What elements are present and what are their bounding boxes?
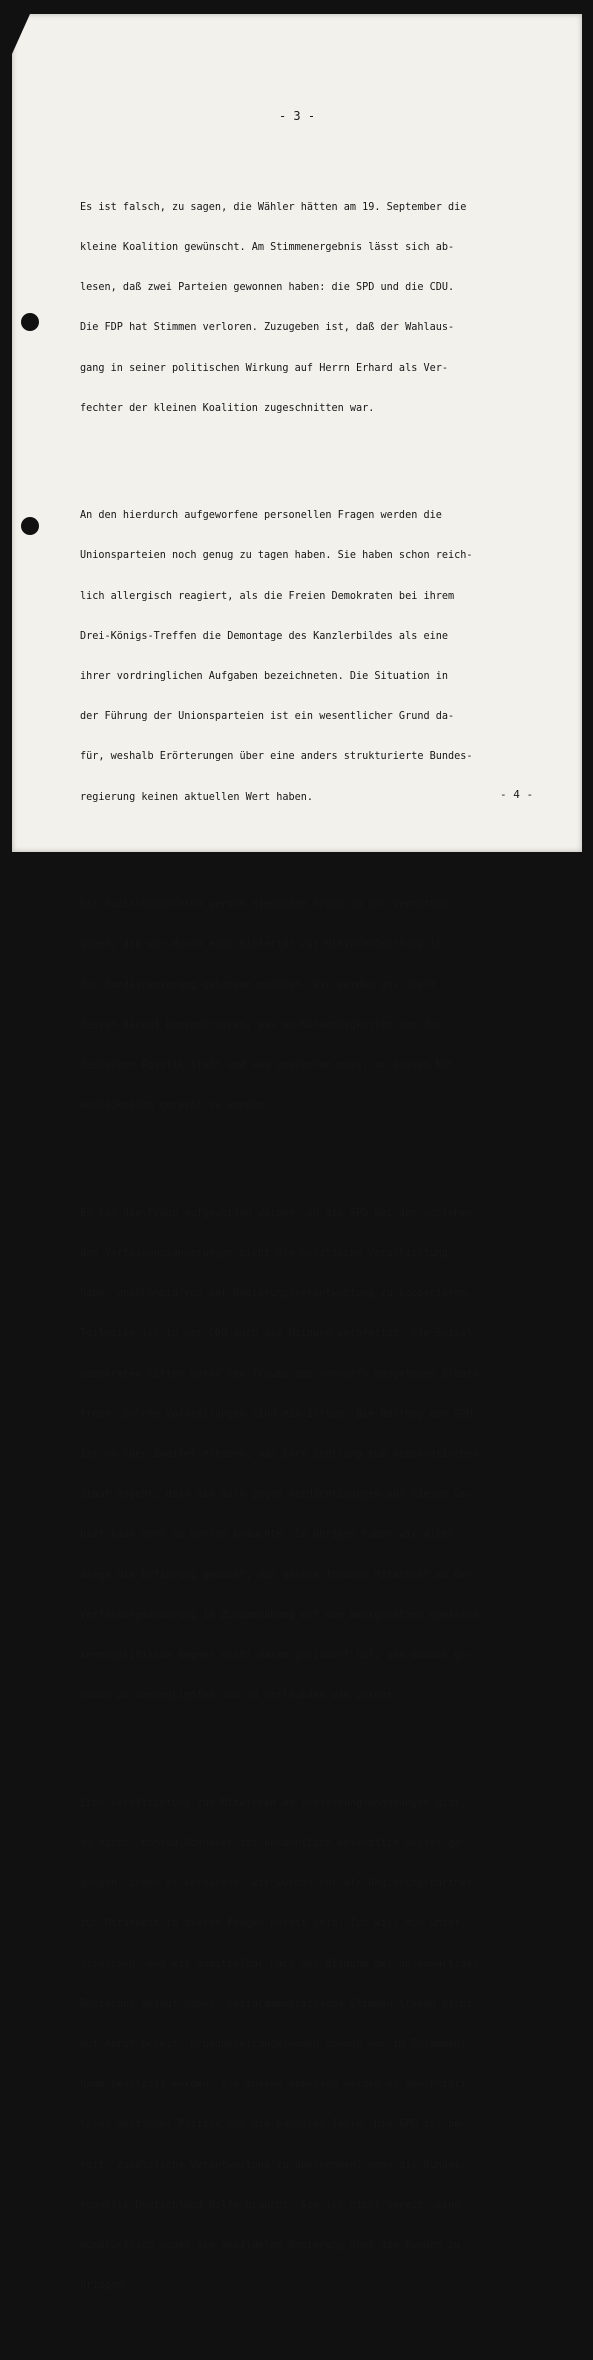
text-line: ausdrücklich gegen sie gebildeten Regierung über die Runden zu <box>80 2240 461 2252</box>
text-line: Es ist falsch, zu sagen, die Wähler hätten am 19. September die <box>80 201 467 213</box>
text-line: lesen, daß zwei Parteien gewonnen haben: die SPD und die CDU. <box>80 282 455 294</box>
text-line: regierung keinen aktuellen Wert haben. <box>80 791 314 803</box>
punch-hole <box>21 517 39 535</box>
text-line: republik Deutschland Hilfe braucht. Sie ist nicht bereit, eine <box>80 2199 461 2211</box>
text-line: ihrer vordringlichen Aufgaben bezeichneten. Die Situation in <box>80 671 449 683</box>
text-line: habe, unabhängig von der Regierungsverantwortung zu kooperieren. <box>80 1288 473 1300</box>
folded-corner <box>12 14 30 54</box>
text-line: bringen. <box>80 2280 130 2292</box>
text-line: Verfassungsänderung im Zusammenhang mit den Wehrgesetzen gewissen <box>80 1609 479 1621</box>
text-line: innenpolitische Gegner nicht daran gehindert hat, uns danach ge- <box>80 1650 473 1662</box>
text-line: dessen darauf konzentrieren, was an Notwendigkeiten vor der <box>80 1019 442 1031</box>
text-line: dings die Erfahrung gemacht, daß unsere frühere Mitarbeit an der <box>80 1569 473 1581</box>
text-line: An den hierdurch aufgeworfene personellen Fragen werden die <box>80 510 442 522</box>
text-line: deutschen Politik steht und was geschehen muss, um diesen Not- <box>80 1060 461 1071</box>
text-line: Drei-Königs-Treffen die Demontage des Kanzlerbildes als eine <box>80 630 449 642</box>
text-line: biet kaum mehr zu wehren brauchte. Im übrigen haben wir aller- <box>80 1529 461 1541</box>
text-line: zur Mitarbeit in diesen Fragen bereit sein. Ich will nur unter- <box>80 1918 467 1930</box>
text-line: der Bundesregierung gelangen möchten. Wir werden uns statt <box>80 979 436 991</box>
paragraph-2 <box>80 482 552 831</box>
text-line: der Führung der Unionsparteien ist ein wesentlicher Grund da- <box>80 711 455 723</box>
text-line: streichen, was wir unmittelbar nach der Bildung der gegenwärtigen <box>80 1958 479 1970</box>
text-line: nauso zu verunglimpfen und zu verleumden wie vorher. <box>80 1690 399 1702</box>
text-line: Eine Verpflichtung zum Mitwirken an Verfassungsänderungen gibt <box>80 1797 461 1809</box>
paragraph-4 <box>80 1180 552 1730</box>
paragraph-3 <box>80 871 552 1139</box>
paragraph-1 <box>80 174 552 442</box>
text-line: treue. Solche Vorstellungen sind ein Irrtum. Die Haltung der SPD <box>80 1408 473 1420</box>
text-line: lich allergisch reagiert, als die Freien Demokraten bei ihrem <box>80 590 455 602</box>
text-line: täten deutscher Politik für die nächsten Jahre. Die SPD ist be- <box>80 2119 467 2131</box>
text-line: für, weshalb Erörterungen über eine anders strukturierte Bundes- <box>80 751 473 763</box>
text-line: es nicht. Konrad Adenauer ist bekanntlich wesentlich weiter ge- <box>80 1837 467 1849</box>
document-page <box>12 14 582 2292</box>
text-line: reit, zusätzliche Verantwortung zu übernehmen, wenn die Bundes- <box>80 2159 467 2171</box>
page-number: - 3 - <box>278 109 316 123</box>
text-line: fechter der kleinen Koalition zugeschnitten war. <box>80 402 375 414</box>
next-page-marker: - 4 - <box>500 788 534 801</box>
paragraph-5 <box>80 1770 552 2320</box>
punch-hole <box>21 313 39 331</box>
text-line: gang in seiner politischen Wirkung auf Herrn Erhard als Ver- <box>80 362 449 374</box>
text-line: den Verfassungsänderungen nicht die politische Verpflichtung <box>80 1247 449 1259</box>
text-line: Wir Sozialdemokraten werden niemanden Grund zu der Vermutung <box>80 899 449 911</box>
text-line: hang beurteilt werden. Sie müssen gemessen werden an den Priori- <box>80 2079 473 2091</box>
text-line: kleine Koalition gewünscht. Am Stimmenergebnis lässt sich ab- <box>80 241 455 253</box>
text-line: demokraten litten unter dem Trauma des Vorwurfs mangelnder Staats- <box>80 1368 485 1380</box>
text-line: Teilweise ist in der CDU auch die Meinung verbreitet, die Sozial- <box>80 1328 479 1340</box>
body-text <box>80 147 552 2360</box>
text-line: Es ist die Frage aufgeworfen worden, ob die SPD bei den anstehen- <box>80 1207 479 1219</box>
text-line: gangen, indem er vermutete, wir würden nur als Regierungspartner <box>80 1878 473 1890</box>
text-line: ist so über Zweifel erhaben, was ihre Stellung zum demokratischen <box>80 1448 479 1460</box>
text-line: auf Abruf bereit. Grundgesetzänderungen können nur im Zusammen- <box>80 2039 467 2051</box>
text-line: Regierung gesagt haben: Sozialdemokratische Stimmen stehen nicht <box>80 1998 473 2010</box>
text-line: wendigkeiten gerecht zu werden. <box>80 1100 271 1112</box>
text-line: geben, daß wir durch eine Hintertür zur Mitverantwortung in <box>80 939 442 951</box>
text-line: Staat angeht, dass sie sich gegen Verdächtigungen auf diesem Ge- <box>80 1489 473 1501</box>
text-line: Die FDP hat Stimmen verloren. Zuzugeben ist, daß der Wahlaus- <box>80 322 455 334</box>
text-line: Unionsparteien noch genug zu tagen haben. Sie haben schon reich- <box>80 550 473 562</box>
